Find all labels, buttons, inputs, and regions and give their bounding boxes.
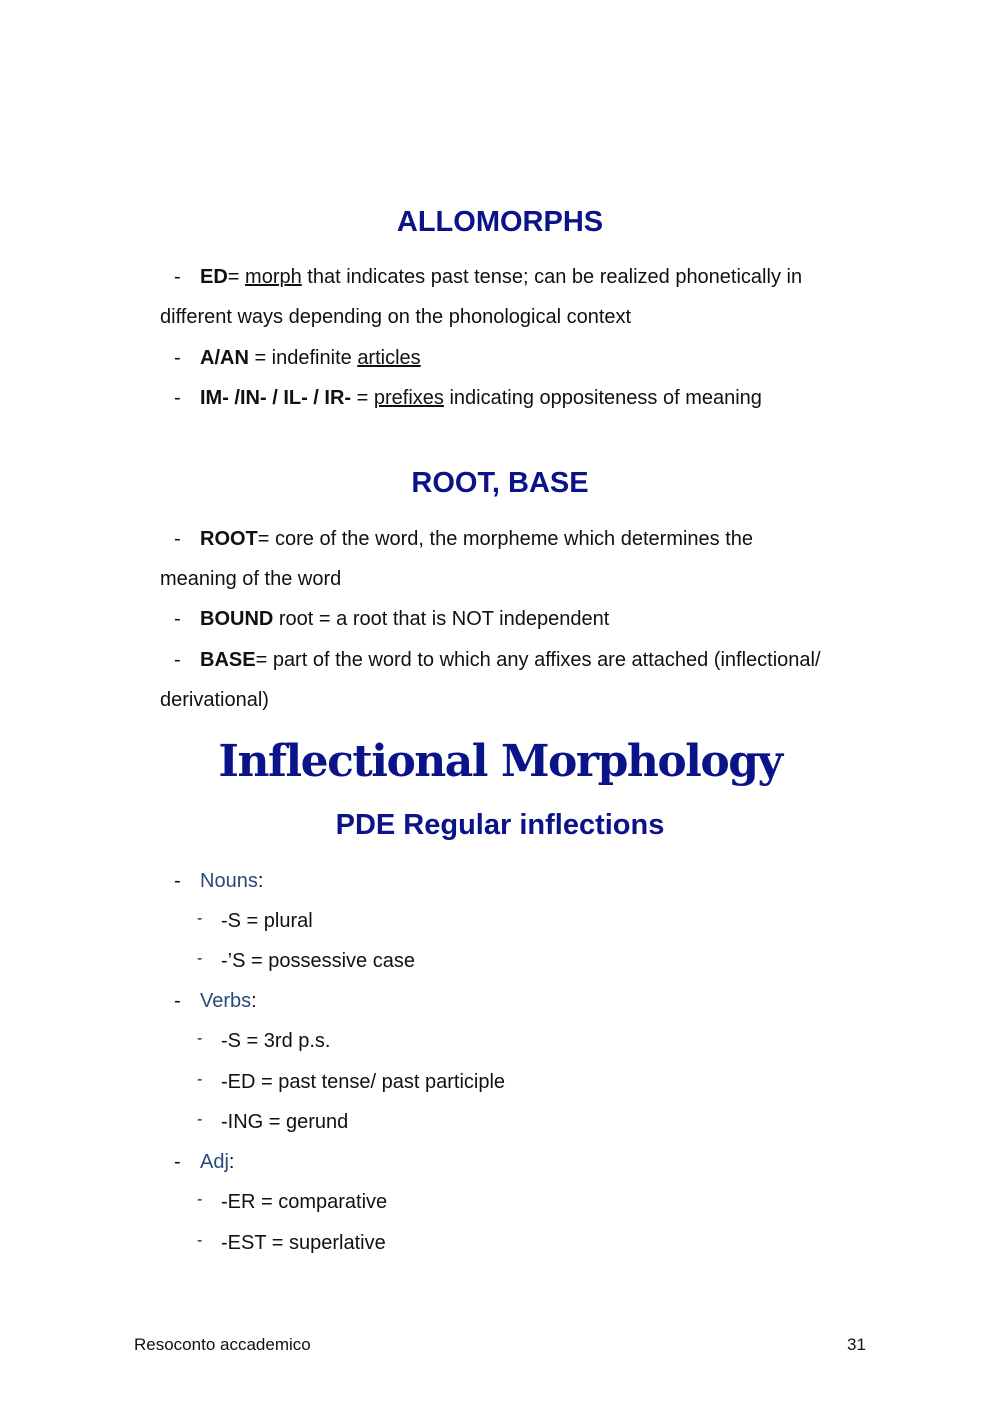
text: that indicates past tense; can be realized phonetically in — [301, 266, 803, 288]
allomorph-item-prefixes — [200, 386, 762, 410]
sub-bullet-dash: - — [197, 1030, 203, 1047]
allomorph-item-ed — [200, 265, 802, 289]
bullet-dash: - — [174, 387, 181, 409]
link-articles: articles — [357, 347, 421, 369]
nouns-sub-item: -’S = possessive case — [221, 950, 415, 972]
bullet-dash: - — [174, 266, 181, 288]
colon: : — [251, 990, 257, 1012]
bullet-dash: - — [174, 649, 181, 671]
adj-sub-item: -EST = superlative — [221, 1232, 386, 1254]
adj-sub-item: -ER = comparative — [221, 1191, 388, 1213]
base-item — [200, 648, 821, 672]
verbs-sub-item: -S = 3rd p.s. — [221, 1030, 331, 1052]
bullet-dash: - — [174, 608, 181, 630]
chapter-title: Inflectional Morphology — [218, 736, 782, 787]
allomorph-item-ed-cont: different ways depending on the phonological context — [160, 306, 632, 328]
nouns-sub-item: -S = plural — [221, 910, 313, 932]
bullet-dash: - — [174, 1151, 181, 1173]
term: ED — [200, 266, 228, 288]
root-item-cont: meaning of the word — [160, 568, 342, 590]
colon: : — [257, 870, 264, 892]
bullet-dash: - — [174, 347, 181, 369]
sub-bullet-dash: - — [197, 1071, 203, 1088]
term: BASE — [200, 649, 256, 671]
category-label: Verbs — [200, 990, 252, 1012]
footer-title: Resoconto accademico — [134, 1335, 311, 1354]
sub-bullet-dash: - — [197, 1111, 203, 1128]
category-label: Nouns — [200, 870, 258, 892]
allomorph-item-a-an — [200, 346, 421, 370]
section-title-allomorphs: ALLOMORPHS — [396, 206, 604, 238]
sub-bullet-dash: - — [197, 1191, 203, 1208]
bound-item — [200, 607, 609, 631]
sub-bullet-dash: - — [197, 910, 203, 927]
category-label: Adj — [200, 1151, 229, 1173]
chapter-subtitle: PDE Regular inflections — [335, 809, 665, 841]
colon: : — [228, 1151, 235, 1173]
verbs-sub-item: -ING = gerund — [221, 1111, 349, 1133]
text: = — [227, 266, 246, 288]
link-morph: morph — [245, 266, 302, 288]
bullet-dash: - — [174, 528, 181, 550]
category-adj — [200, 1150, 234, 1174]
section-title-root-base: ROOT, BASE — [411, 467, 589, 499]
sub-bullet-dash: - — [197, 1232, 203, 1249]
text: = indefinite — [248, 347, 358, 369]
text: = — [351, 387, 374, 409]
bullet-dash: - — [174, 870, 181, 892]
text: = part of the word to which any affixes are attached (inflectional/ — [255, 649, 821, 671]
term: IM- /IN- / IL- / IR- — [200, 387, 352, 409]
base-item-cont: derivational) — [160, 689, 269, 711]
link-prefixes: prefixes — [373, 387, 444, 409]
term: A/AN — [200, 347, 249, 369]
text: = core of the word, the morpheme which determines the — [257, 528, 754, 550]
bullet-dash: - — [174, 990, 181, 1012]
category-verbs — [200, 989, 257, 1013]
text: root = a root that is NOT independent — [273, 608, 610, 630]
sub-bullet-dash: - — [197, 950, 203, 967]
text: indicating oppositeness of meaning — [443, 387, 762, 409]
page-number: 31 — [847, 1335, 866, 1354]
category-nouns — [200, 869, 263, 893]
verbs-sub-item: -ED = past tense/ past participle — [221, 1071, 506, 1093]
root-item — [200, 527, 753, 551]
term: ROOT — [200, 528, 258, 550]
term: BOUND — [200, 608, 274, 630]
